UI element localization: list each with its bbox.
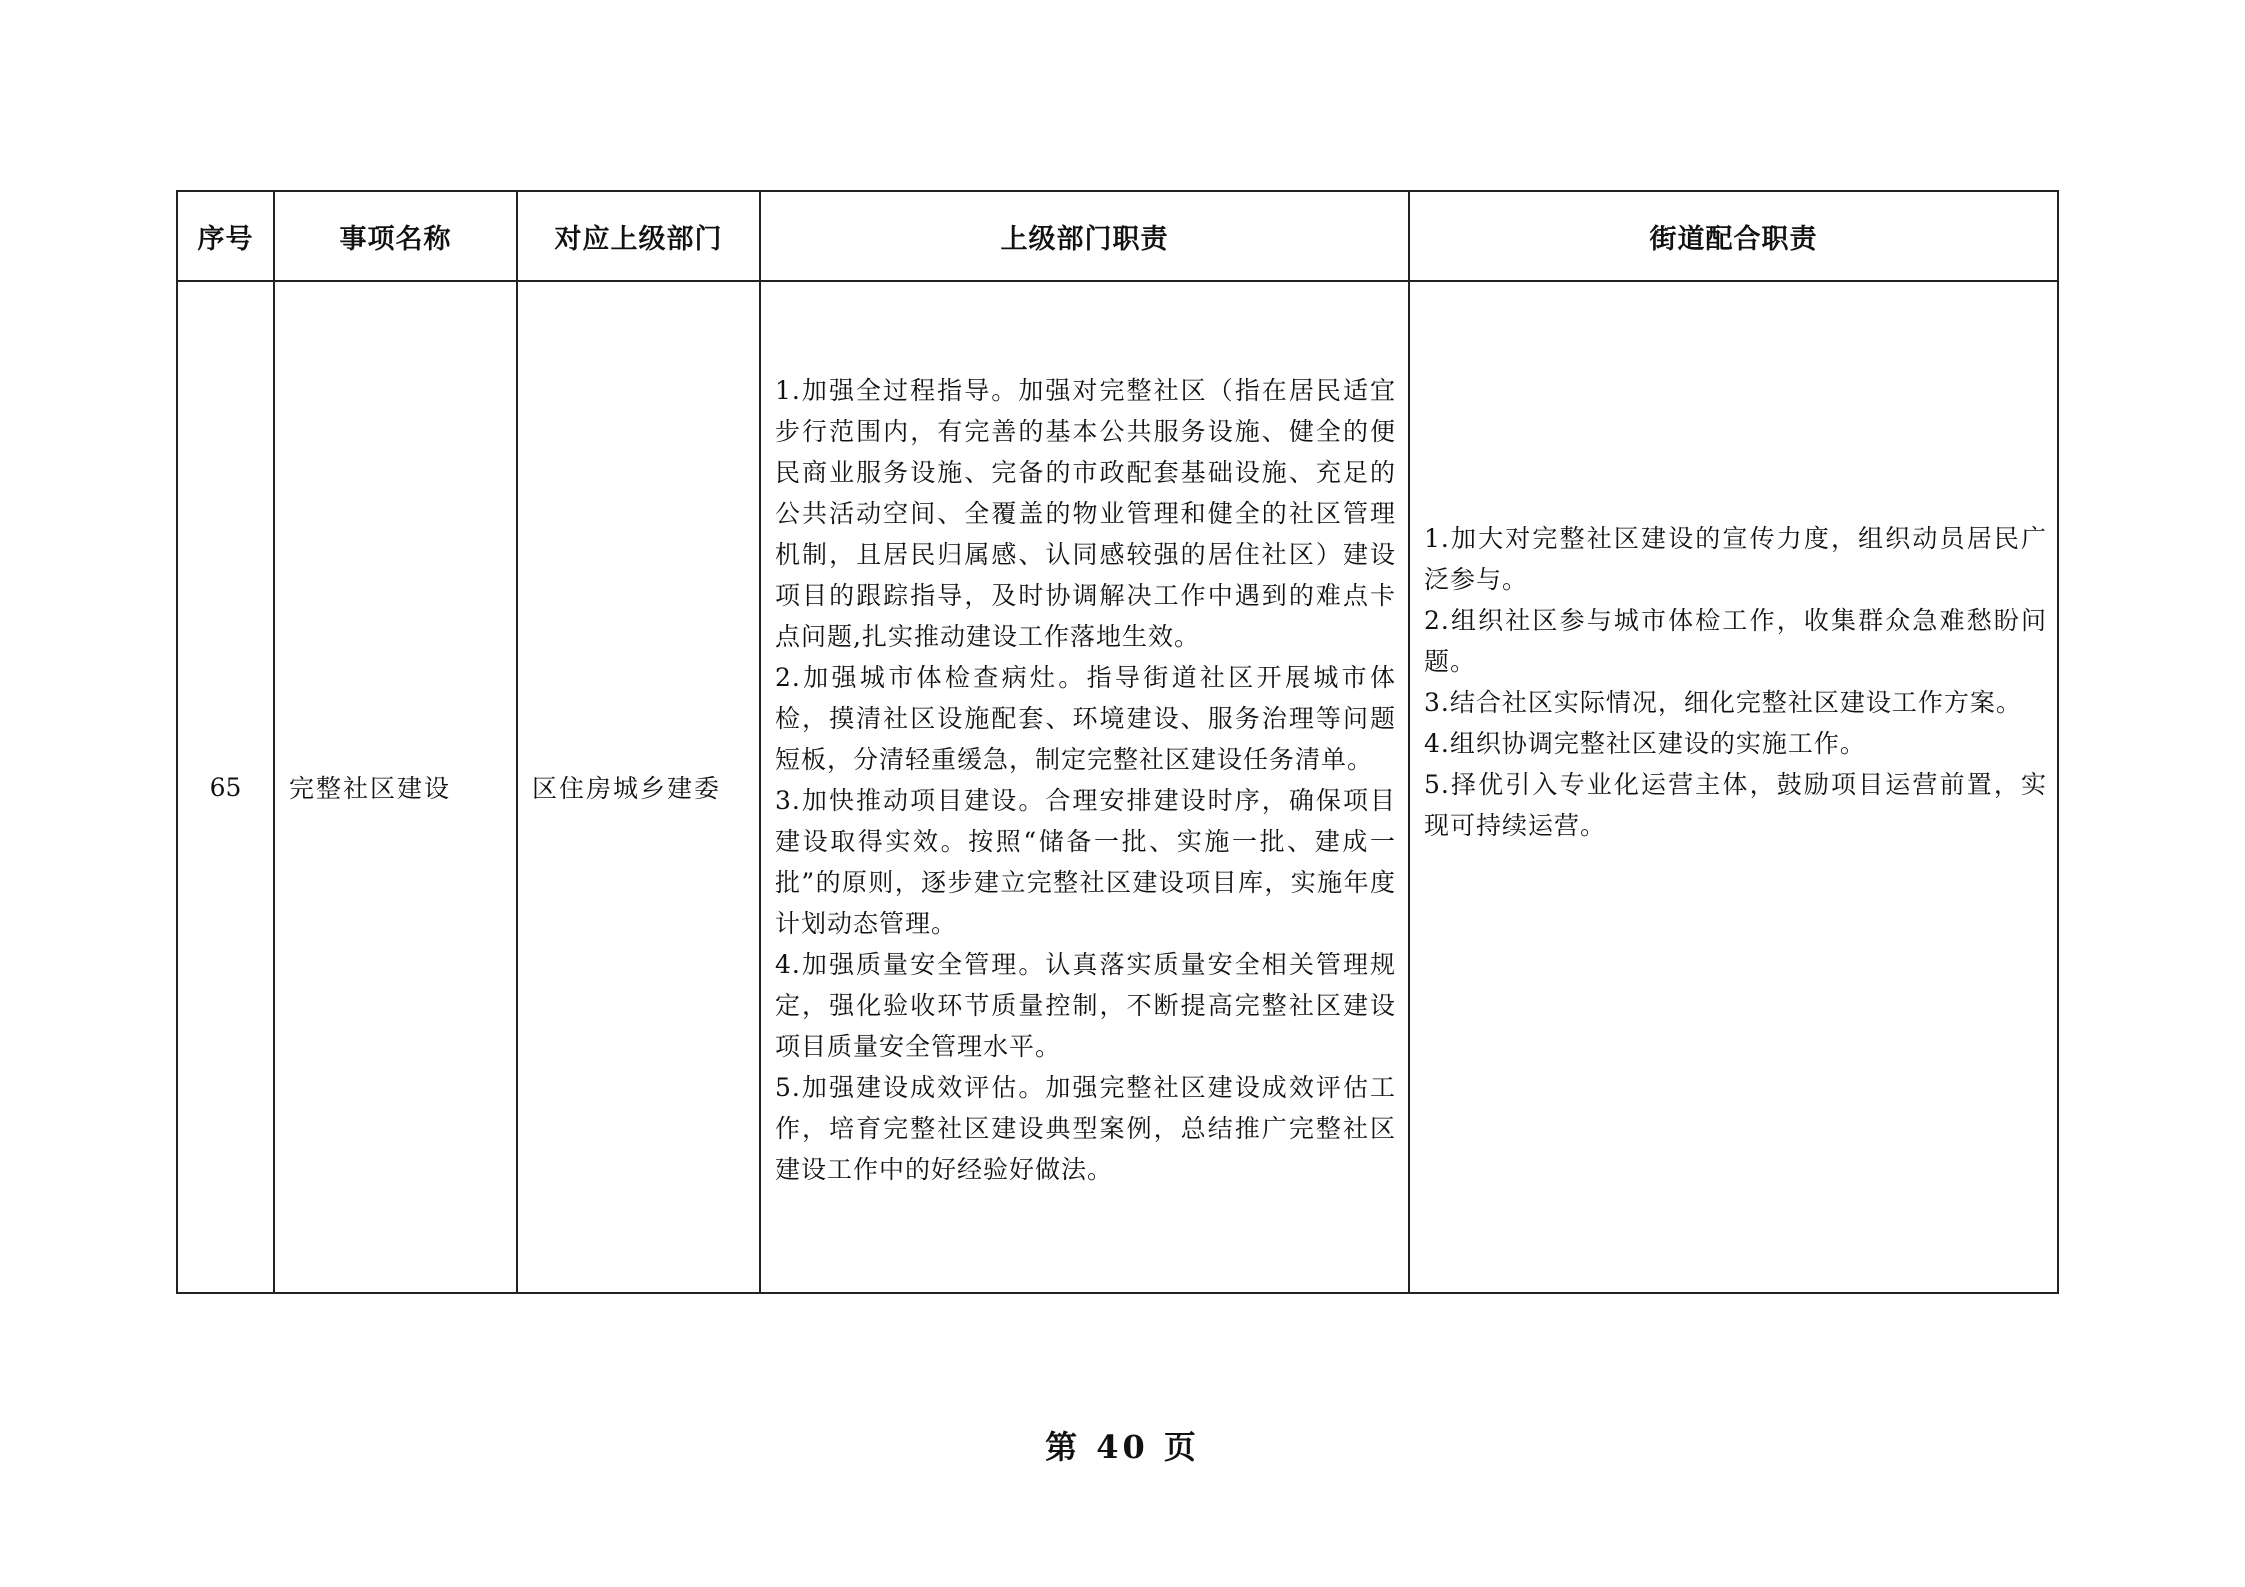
page-number: 第 40 页 [1045, 1428, 1200, 1466]
header-serial-number: 序号 [177, 191, 274, 281]
cell-serial-number: 65 [177, 281, 274, 1293]
header-item-name: 事项名称 [274, 191, 517, 281]
upper-duties-list [775, 370, 1396, 1190]
upper-duty-item: 3.加快推动项目建设。合理安排建设时序，确保项目建设取得实效。按照“储备一批、实施一批、建成一批”的原则，逐步建立完整社区建设项目库，实施年度计划动态管理。 [775, 786, 1396, 938]
table-row [177, 281, 2058, 1293]
upper-duty-item: 2.加强城市体检查病灶。指导街道社区开展城市体检，摸清社区设施配套、环境建设、服务治理等问题短板，分清轻重缓急，制定完整社区建设任务清单。 [775, 663, 1396, 774]
cell-street-cooperation-duties [1409, 281, 2058, 1293]
street-duty-item: 1.加大对完整社区建设的宣传力度，组织动员居民广泛参与。 [1424, 524, 2047, 594]
table-header-row [177, 191, 2058, 281]
upper-duty-item: 1.加强全过程指导。加强对完整社区（指在居民适宜步行范围内，有完善的基本公共服务设施、健全的便民商业服务设施、完备的市政配套基础设施、充足的公共活动空间、全覆盖的物业管理和健全的社区管理机制，且居民归属感、认同感较强的居住社区）建设项目的跟踪指导，及时协调解决工作中遇到的难点卡点问题,扎实推动建设工作落地生效。 [775, 376, 1396, 651]
street-duty-item: 3.结合社区实际情况，细化完整社区建设工作方案。 [1424, 688, 2022, 717]
header-upper-department-duties: 上级部门职责 [760, 191, 1409, 281]
upper-duty-item: 5.加强建设成效评估。加强完整社区建设成效评估工作，培育完整社区建设典型案例，总结推广完整社区建设工作中的好经验好做法。 [775, 1073, 1396, 1184]
upper-duty-item: 4.加强质量安全管理。认真落实质量安全相关管理规定，强化验收环节质量控制，不断提高完整社区建设项目质量安全管理水平。 [775, 950, 1396, 1061]
street-duties-list [1424, 518, 2047, 846]
header-upper-department: 对应上级部门 [517, 191, 760, 281]
street-duty-item: 2.组织社区参与城市体检工作，收集群众急难愁盼问题。 [1424, 606, 2047, 676]
header-street-cooperation-duties: 街道配合职责 [1409, 191, 2058, 281]
street-duty-item: 5.择优引入专业化运营主体，鼓励项目运营前置，实现可持续运营。 [1424, 770, 2047, 840]
street-duty-item: 4.组织协调完整社区建设的实施工作。 [1424, 729, 1866, 758]
cell-upper-department: 区住房城乡建委 [517, 281, 760, 1293]
duty-table [176, 190, 2059, 1294]
cell-upper-department-duties [760, 281, 1409, 1293]
cell-item-name: 完整社区建设 [274, 281, 517, 1293]
